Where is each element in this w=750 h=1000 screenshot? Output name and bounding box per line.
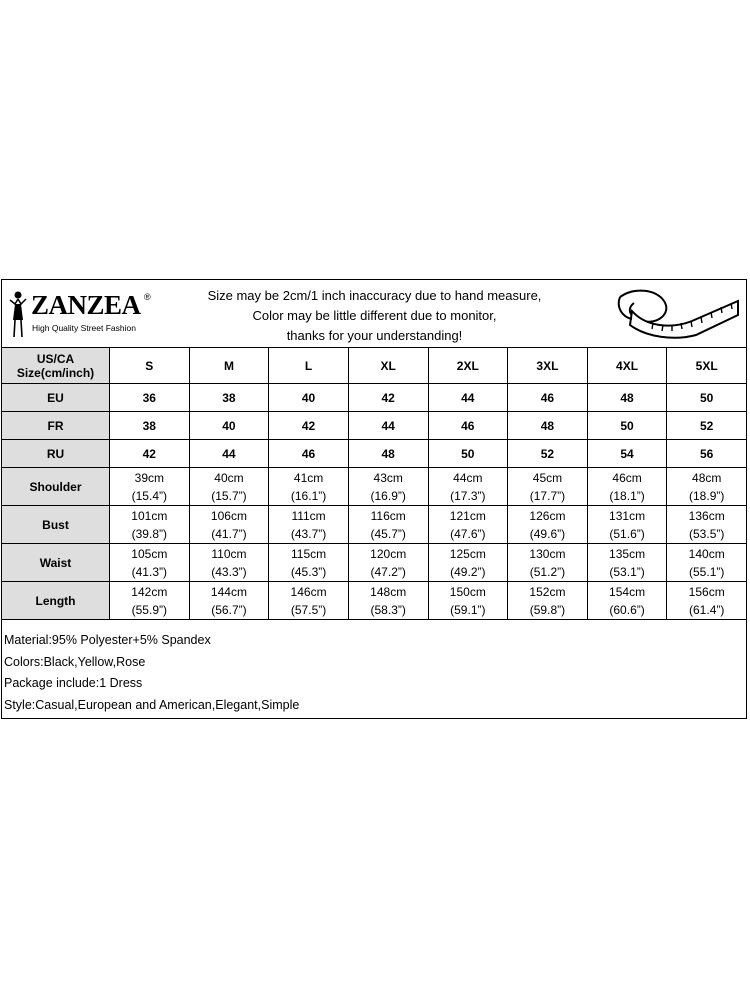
row-label: Bust bbox=[2, 506, 110, 544]
brand-tagline: High Quality Street Fashion bbox=[32, 323, 136, 333]
measuring-tape-icon bbox=[612, 285, 742, 341]
table-cell: 46 bbox=[269, 440, 349, 468]
table-cell: 48 bbox=[348, 440, 428, 468]
brand-logo bbox=[6, 288, 156, 343]
size-header: XL bbox=[348, 348, 428, 384]
table-cell: 110cm (43.3”) bbox=[189, 544, 269, 582]
size-chart-frame bbox=[1, 279, 747, 719]
table-row bbox=[2, 582, 747, 620]
table-cell: 40 bbox=[269, 384, 349, 412]
table-cell: 116cm (45.7”) bbox=[348, 506, 428, 544]
row-label: FR bbox=[2, 412, 110, 440]
table-cell: 44cm (17.3”) bbox=[428, 468, 508, 506]
table-cell: 120cm (47.2”) bbox=[348, 544, 428, 582]
table-cell: 52 bbox=[508, 440, 588, 468]
table-cell: 45cm (17.7”) bbox=[508, 468, 588, 506]
size-header: 5XL bbox=[667, 348, 747, 384]
table-cell: 52 bbox=[667, 412, 747, 440]
table-cell: 150cm (59.1”) bbox=[428, 582, 508, 620]
table-cell: 105cm (41.3”) bbox=[110, 544, 190, 582]
product-details bbox=[4, 630, 299, 716]
table-cell: 136cm (53.5”) bbox=[667, 506, 747, 544]
table-cell: 135cm (53.1”) bbox=[587, 544, 667, 582]
chart-header bbox=[2, 280, 746, 348]
table-cell: 56 bbox=[667, 440, 747, 468]
row-label: Shoulder bbox=[2, 468, 110, 506]
table-cell: 115cm (45.3”) bbox=[269, 544, 349, 582]
notice-line: thanks for your understanding! bbox=[286, 328, 463, 343]
table-cell: 44 bbox=[189, 440, 269, 468]
row-label: Length bbox=[2, 582, 110, 620]
table-cell: 40 bbox=[189, 412, 269, 440]
table-cell: 50 bbox=[428, 440, 508, 468]
table-row bbox=[2, 384, 747, 412]
size-header: L bbox=[269, 348, 349, 384]
table-cell: 41cm (16.1”) bbox=[269, 468, 349, 506]
table-cell: 126cm (49.6”) bbox=[508, 506, 588, 544]
detail-material: Material:95% Polyester+5% Spandex bbox=[4, 633, 211, 647]
size-table bbox=[1, 347, 747, 620]
table-cell: 36 bbox=[110, 384, 190, 412]
table-row bbox=[2, 506, 747, 544]
table-cell: 50 bbox=[667, 384, 747, 412]
table-cell: 152cm (59.8”) bbox=[508, 582, 588, 620]
table-cell: 101cm (39.8”) bbox=[110, 506, 190, 544]
registered-mark: ® bbox=[144, 292, 151, 302]
fashion-model-figure-icon bbox=[6, 290, 30, 340]
table-row bbox=[2, 440, 747, 468]
table-cell: 48 bbox=[587, 384, 667, 412]
table-cell: 42 bbox=[110, 440, 190, 468]
table-cell: 48 bbox=[508, 412, 588, 440]
table-cell: 111cm (43.7”) bbox=[269, 506, 349, 544]
table-row bbox=[2, 468, 747, 506]
table-cell: 46 bbox=[508, 384, 588, 412]
table-cell: 144cm (56.7”) bbox=[189, 582, 269, 620]
corner-line: Size(cm/inch) bbox=[16, 365, 95, 380]
size-corner-label bbox=[2, 348, 110, 384]
table-cell: 46 bbox=[428, 412, 508, 440]
table-cell: 106cm (41.7”) bbox=[189, 506, 269, 544]
size-header: S bbox=[110, 348, 190, 384]
table-cell: 40cm (15.7”) bbox=[189, 468, 269, 506]
table-cell: 154cm (60.6”) bbox=[587, 582, 667, 620]
notice-line: Size may be 2cm/1 inch inaccuracy due to hand measure, bbox=[207, 288, 542, 303]
row-label: EU bbox=[2, 384, 110, 412]
table-cell: 156cm (61.4”) bbox=[667, 582, 747, 620]
table-cell: 131cm (51.6”) bbox=[587, 506, 667, 544]
table-cell: 142cm (55.9”) bbox=[110, 582, 190, 620]
table-cell: 43cm (16.9”) bbox=[348, 468, 428, 506]
table-cell: 42 bbox=[269, 412, 349, 440]
table-cell: 50 bbox=[587, 412, 667, 440]
table-cell: 44 bbox=[348, 412, 428, 440]
detail-style: Style:Casual,European and American,Elegant,Simple bbox=[4, 697, 300, 712]
row-label: Waist bbox=[2, 544, 110, 582]
size-header: 4XL bbox=[587, 348, 667, 384]
table-cell: 146cm (57.5”) bbox=[269, 582, 349, 620]
table-cell: 54 bbox=[587, 440, 667, 468]
size-header: M bbox=[189, 348, 269, 384]
table-cell: 38 bbox=[189, 384, 269, 412]
row-label: RU bbox=[2, 440, 110, 468]
table-cell: 46cm (18.1”) bbox=[587, 468, 667, 506]
table-cell: 42 bbox=[348, 384, 428, 412]
table-cell: 130cm (51.2”) bbox=[508, 544, 588, 582]
detail-colors: Colors:Black,Yellow,Rose bbox=[4, 654, 146, 669]
detail-package: Package include:1 Dress bbox=[4, 676, 143, 690]
corner-line: US/CA bbox=[36, 351, 75, 366]
size-header: 2XL bbox=[428, 348, 508, 384]
table-cell: 39cm (15.4”) bbox=[110, 468, 190, 506]
table-row bbox=[2, 412, 747, 440]
notice-line: Color may be little different due to monitor, bbox=[252, 308, 497, 323]
table-cell: 38 bbox=[110, 412, 190, 440]
measurement-notice bbox=[192, 286, 557, 346]
table-cell: 121cm (47.6”) bbox=[428, 506, 508, 544]
table-cell: 148cm (58.3”) bbox=[348, 582, 428, 620]
table-cell: 140cm (55.1”) bbox=[667, 544, 747, 582]
table-row bbox=[2, 544, 747, 582]
size-header-row bbox=[2, 348, 747, 384]
table-cell: 44 bbox=[428, 384, 508, 412]
table-cell: 125cm (49.2”) bbox=[428, 544, 508, 582]
size-header: 3XL bbox=[508, 348, 588, 384]
brand-name: ZANZEA bbox=[31, 290, 141, 320]
table-cell: 48cm (18.9”) bbox=[667, 468, 747, 506]
